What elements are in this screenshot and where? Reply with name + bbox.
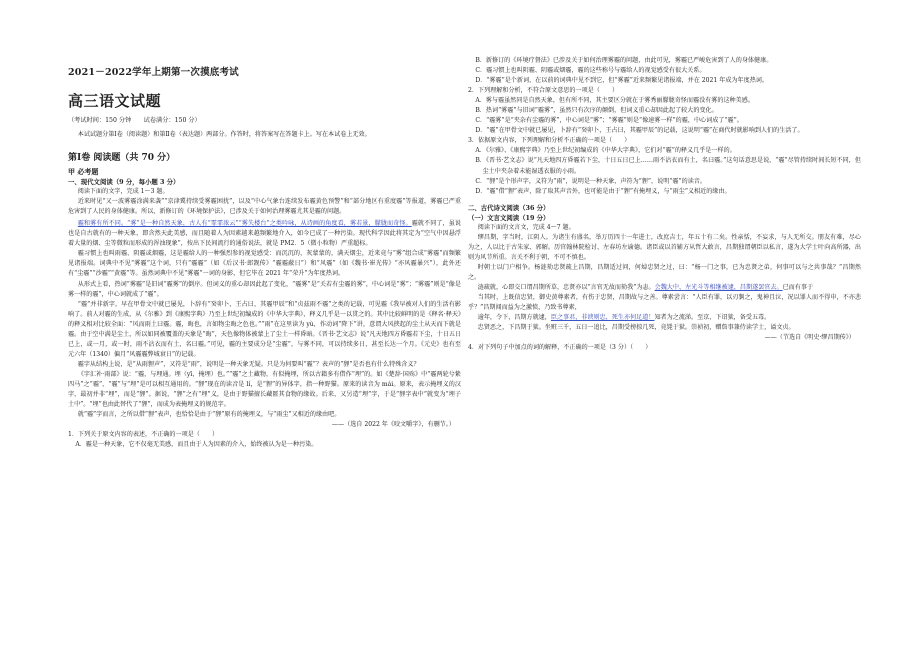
passage-p2-underline-a: 霾和雾有所不同。“雾”是一种自然天象，古人有“霏霏浓云”“雾失楼台”之类吟咏，从诗画的角度看，雾若景: [77, 220, 369, 228]
passage-p7: 《字汇补·雨部》说：“霾，与埋通。埋（yī，掩埋）也。”“霾”之土藏物，有似掩埋，所以古籍多有借作“埋”的。如《楚辞·国殇》中“霾两轮兮絷四马”之“霾”，“霾”与“埋”是可以相互通用的。“貍”现在的读音是 lí，是“貍”的异体字，指一种野猫。原来的读音为 mái。原来，表示掩埋义的汉字，最初并非“埋”，而是“貍”。据说，“貍”之有“埋”义，是由于野猫擅长藏匿其食物的缘故。后来，又另造“埋”字，于是“貍字表中”就变为“埋子土中”。“埋”也由此替代了“貍”，而成为表掩埋义的规范字。: [68, 370, 461, 409]
wenyan-p6: 忠贤恶之，下昌期于狱。坐赃三千，五日一追比，昌期受搒掠几死，竟毙于狱。崇祯初，赠詹事兼侍读学士，谥文贞。: [477, 324, 795, 332]
passage-p2-underline-b: ，朦胧而奇怪。: [368, 220, 412, 228]
left-column: [68, 0, 461, 450]
q1-stem: 1．下列关于原文内容的表述，不正确的一项是（ ）: [68, 431, 219, 439]
q2-stem: 2．下列理解和分析，不符合原文意思的一项是（ ）: [468, 87, 619, 95]
wenyan-p5-c: 知者为之流涕。至京，下诏狱，备受五毒。: [654, 314, 771, 322]
right-column: [468, 0, 861, 353]
wenyan-p1: 缪昌期，字当时，江阴人。为诸生有盛名，举万历四十一年进士，改庶吉士，年五十有二矣。性亲恬，不妄求，与人无所交。朋友有难，尽心为之，人以比于古朱家、郭解。历官翰林院检讨、左春坊左谕德。诸臣或以首辅方从哲大敢言，昌期独谓朝臣以私言，遂为大学士叶向高所器，出则为风节所重。言关不利于朝，不可不慎也。: [468, 233, 861, 261]
wenyan-p3-underline: 会魏大中、左光斗等相继被逮，昌期遂罢官去。: [654, 283, 783, 291]
passage-p1: 近来时见“又一波雾霾涂满来袭”“京津冀持续受雾霾困扰”，以及“中心气象台连续发布霾黄色预警”和“部分地区有重度霾”等报道，雾霾已严重危害到了人民的身体健康。所以，新修订的《环境保护法》，已涉及关于如何治理雾霾尤其是霾的问题。: [68, 198, 461, 216]
read-intro: 阅读下面的文字，完成 1～3 题。: [77, 188, 169, 196]
q3-option-d: D．“霾”借“貍”表声，除了取其声音外，也可能是由于“貍”有掩埋义，与“雨尘”义相近的缘由。: [475, 187, 731, 195]
q4-stem: 4．对下列句子中加点的词的解释，不正确的一项是（3 分）（ ）: [468, 344, 652, 352]
part1-title: 第Ⅰ卷 阅读题（共 70 分）: [68, 153, 176, 164]
wenyan-p2: 时朝士以门户相争。杨涟劾忠贤疏上昌期，昌期适过问，何焯忠贤之过，曰：“杨一门之事，已为忠贤之弟，何事可以与之共事哉？”昌期然之。: [468, 263, 861, 281]
wenyan-p5-underline: 臣之事君，非谀则忠，死生亦何足道！: [550, 314, 655, 322]
exam-note: 本试试题分第Ⅰ卷（阅读题）和第Ⅱ卷（表达题）两部分。作答时，将答案写在答题卡上。写在本试卷上无效。: [77, 131, 371, 139]
q2-option-c: C．“霾雾”是“夹杂有尘霾的雾”，中心词是“雾”；“雾霾”则是“像速雾一样”的霾，中心词成了“霾”。: [475, 117, 743, 125]
wenyan-p3: [468, 283, 861, 293]
q3-option-c: C．“貍”是个形声字，义符为“雨”，说明是一种天象，声符为“貍”，说明“霾”的读音。: [475, 177, 706, 185]
part2-sub-title: （一）文言文阅读（19 分）: [468, 213, 550, 222]
wenyan-p3-c: 已而有事于: [782, 283, 814, 291]
q1-option-c: C．霾习惯上也叫阴霾、阴霾或烟霾，霾的这些称号与霾给人的视觉感受有很大关系。: [475, 67, 706, 75]
q2-option-b: B．热词“雾霾”与旧词“霾雾”，虽然只有次序的颠倒，但词义重心却因此起了较大的变化。: [475, 107, 718, 115]
passage-source: ——（选自 2022 年《咬文嚼字》，有删节。）: [331, 421, 455, 429]
wenyan-source: ——（节选自《明史·缪昌期传》）: [764, 334, 855, 342]
passage-p2-rest: 霾就不同了，虽说也是自古就有的一种天象，即含然天此美感，而且随着人为因素越来越频繁地介入，如今已成了一种污染。现代科学因此将其定为“空气中因悬浮着大量的烟、尘等微粒而形成的浑浊现象”，按出下民间流行的通俗说法，就是 PM2．5（微小粒物）严重超标。: [68, 220, 461, 248]
passage-p2: [68, 219, 461, 249]
wenyan-p5-a: 逾年，令下，昌期方就逮，: [477, 314, 551, 322]
passage-p6: 霾字从结构上说，是“从雨貍声”，又符是“雨”，说明是一种天象无疑。只是为何要叫“霾”？表声的“貍”是否也有什么特殊含义？: [77, 360, 420, 368]
q2-option-d: D．“霾”在甲骨文中就已屡见，卜辞有“癸卯卜，王占曰，其霾甲辰”的记载，这说明“霾”在商代时就影响到人们的生活了。: [475, 127, 804, 135]
passage-p4: 从形式上看，热词“雾霾”是旧词“霾雾”的倒序。但词义的重心却因此起了变化，“霾雾”是“关若有尘霾的雾”，中心词是“雾”；“雾霾”则是“像是雾一样的霾”，中心词就成了“霾”。: [68, 280, 461, 298]
exam-title: 2021－2022学年上期第一次摸底考试: [68, 67, 239, 78]
part2-section-title: 二、古代诗文阅读（36 分）: [468, 203, 550, 212]
q1-option-d: D．“雾霾”是个新词，在以前的词典中见不到它，但“雾霾”近来频繁见诸报端，并在 2021 年成为年度热词。: [475, 77, 768, 85]
subject-title: 高三语文试题: [68, 92, 162, 110]
wenyan-intro: 阅读下面的文言文，完成 4～7 题。: [477, 223, 575, 231]
q1-option-a: A．霾是一种天象，它不仅毫无美感，而且由于人为因素的介入，始终被认为是一种污染。: [75, 441, 318, 449]
q2-option-a: A．雾与霾虽然同是自然天象，但有所不同，其主要区分就在于雾秀丽朦胧奇怪而霾没有雾的这种美感。: [475, 97, 754, 105]
q1-option-b: B．新修订的《环境疗督法》已涉及关于如何治理雾霾的问题，由此可见，雾霾已严峻危害到了人的身体健康。: [475, 57, 773, 64]
wenyan-p4: 当其时，上既信忠贤，御史黄尊素者，有伤于忠贤，昌期故与之善。尊素尝言：“人臣有罪，以刃剚之，鬼神且泣，况以罪人而不得申，不亦悲乎？”昌期闻而益为之激愤，乃致书尊素，: [468, 293, 861, 312]
passage-p8: 就“霾”字而言，之所以借“貍”表声，也恰恰是由于“貍”原有的掩埋义，与“雨尘”又相近的缘由吧。: [77, 411, 341, 419]
section-1-title: 一、现代文阅读（9 分，每小题 3 分）: [68, 178, 180, 187]
exam-info: （考试时间：150 分钟 试卷满分：150 分）: [68, 117, 201, 124]
q3-option-a: A．《尔雅》、《康熙字典》乃至上世纪初编成的《中华大字典》，它们对“霾”的释义几乎是一样的。: [475, 147, 736, 155]
wenyan-p5: [468, 313, 861, 323]
wenyan-p3-a: 涟疏就，心即交口谓昌期所草，忠贤亦以“言官无故而劾我”为恚。: [477, 283, 655, 291]
q3-stem: 3．依据原文内容，下列理解和分析不正确的一项是（ ）: [468, 137, 631, 145]
section-a-title: 甲 必考题: [68, 167, 99, 177]
passage-p3: 霾习惯上也叫雨霾、阴霾或烟霾，这是霾给人的一种强烈参的视觉感受：而沉沉的，灰蒙蒙的，满天烟尘，近来竟与“雾”组合成“雾霾”而频繁见诸报端。词典中不见“雾霾”这个词，只有“霾霾”（如《后汉书·郎觊传》“霾霾蔽日”）和“风霾”（如《魏书·崔光传》“亦风霾暴兴”），此外还有“尘霾”“沙霾”“黄霾”等。虽然词典中不见“雾霾”一词的身影，但它毕在 2021 年“荣升”为年度热词。: [68, 250, 461, 278]
passage-p5: “霾”并非新字，早在甲骨文中就已屡见，卜辞有“癸卯卜，王占曰，其霾甲辰”和“贞兹雨不霾”之类的记载，可见霾《我早被对人们的生活有影响了。前人对霾的生成，从《尔雅》到《康熙字典》乃至上世纪初编成的《中华大字典》，释义几乎是一以贯之的。其中比较鲜明的是《释名·释天》的释义相对比较全面：“风而雨土曰霾。霾，晦也，言如物尘晦之色也。”“雨”在这里读为 yù，作动词“降下”讲，意谓大风挟起的尘土从天而下就是霾。由于空中满是尘土，所以如同被覆盖的天象是“晦”，天色像物体被蒙上了尘土一样昏暗。《晋书·艺文志》说“凡天地四方昏霾若下尘，十日五日已上，或一月，或一时，雨不沾衣而有土，名曰霾。”可见，霾的主要成分是“尘霾”，与雾不同，可以持续多日，甚至长达一个月。《元史》也有至元六年（1340）偏月“风霾霾弊城衰日”的记载。: [68, 300, 461, 358]
q3-option-b: B．《晋书·艺文志》说“凡天地四方昏霾若下尘，十日五日已上……雨不沾衣而有土，名曰霾。”这句话意思是说，“霾”尽管持续时间长短不同，但尘土中夹杂着未能湿透衣服的小雨。: [475, 157, 861, 175]
